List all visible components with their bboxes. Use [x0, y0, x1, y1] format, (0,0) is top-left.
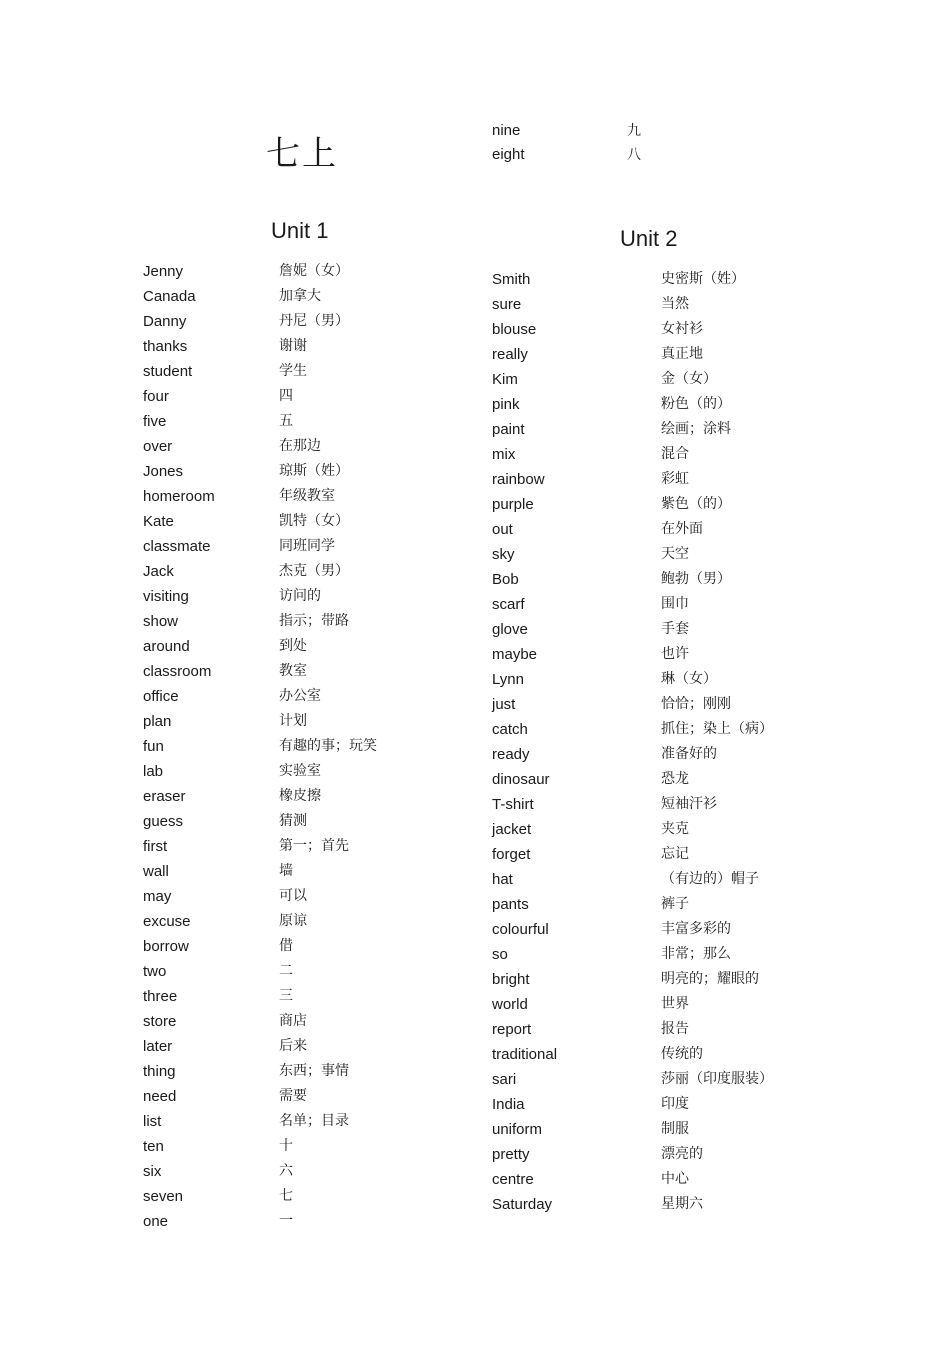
english-word: thing — [143, 1063, 176, 1080]
chinese-meaning: 在外面 — [661, 521, 703, 537]
chinese-meaning: 夹克 — [661, 821, 689, 837]
chinese-meaning: 混合 — [661, 446, 689, 462]
english-word: two — [143, 963, 167, 980]
english-word: seven — [143, 1188, 184, 1205]
english-word: list — [143, 1113, 162, 1130]
english-word: Saturday — [492, 1196, 553, 1213]
english-word: catch — [492, 721, 528, 738]
chinese-meaning: 一 — [279, 1213, 293, 1229]
chinese-meaning: 办公室 — [279, 688, 321, 704]
chinese-meaning: 同班同学 — [279, 538, 335, 554]
chinese-meaning: 四 — [279, 388, 293, 404]
chinese-meaning: 紫色（的） — [661, 496, 731, 512]
english-word: Jack — [143, 563, 174, 580]
chinese-meaning: 绘画；涂料 — [661, 421, 731, 437]
chinese-meaning: 七 — [279, 1188, 293, 1204]
chinese-meaning: 手套 — [661, 621, 689, 637]
english-word: fun — [143, 738, 164, 755]
page-title: 七上 — [266, 134, 338, 174]
chinese-meaning: 教室 — [279, 663, 307, 679]
english-word: guess — [143, 813, 184, 830]
english-word: pants — [492, 896, 529, 913]
english-word: Danny — [143, 313, 187, 330]
english-word: four — [143, 388, 169, 405]
english-word: student — [143, 363, 193, 380]
chinese-meaning: 九 — [627, 123, 641, 139]
chinese-meaning: 彩虹 — [661, 471, 689, 487]
english-word: uniform — [492, 1121, 543, 1138]
english-word: Jenny — [143, 263, 184, 280]
chinese-meaning: 墙 — [279, 863, 293, 879]
chinese-meaning: 原谅 — [279, 913, 307, 929]
english-word: may — [143, 888, 172, 905]
chinese-meaning: 莎丽（印度服装） — [661, 1071, 773, 1087]
chinese-meaning: 八 — [627, 147, 641, 163]
english-word: pretty — [492, 1146, 530, 1163]
english-word: store — [143, 1013, 177, 1030]
english-word: office — [143, 688, 179, 705]
chinese-meaning: 报告 — [661, 1021, 689, 1037]
english-word: borrow — [143, 938, 189, 955]
english-word: Bob — [492, 571, 519, 588]
english-word: excuse — [143, 913, 191, 930]
chinese-meaning: 五 — [279, 413, 293, 429]
chinese-meaning: 二 — [279, 963, 293, 979]
chinese-meaning: 史密斯（姓） — [661, 271, 745, 287]
english-word: later — [143, 1038, 173, 1055]
chinese-meaning: 猜测 — [279, 813, 307, 829]
english-word: colourful — [492, 921, 549, 938]
chinese-meaning: 学生 — [279, 363, 307, 379]
english-word: jacket — [492, 821, 532, 838]
english-word: need — [143, 1088, 177, 1105]
chinese-meaning: 中心 — [661, 1171, 689, 1187]
english-word: six — [143, 1163, 162, 1180]
chinese-meaning: 后来 — [279, 1038, 307, 1054]
english-word: homeroom — [143, 488, 215, 505]
english-word: purple — [492, 496, 534, 513]
english-word: lab — [143, 763, 164, 780]
english-word: classroom — [143, 663, 212, 680]
chinese-meaning: 围巾 — [661, 596, 689, 612]
chinese-meaning: 可以 — [279, 888, 307, 904]
chinese-meaning: 计划 — [279, 713, 307, 729]
english-word: Canada — [143, 288, 196, 305]
chinese-meaning: 星期六 — [661, 1196, 703, 1212]
chinese-meaning: 年级教室 — [279, 488, 335, 504]
unit2-heading: Unit 2 — [620, 226, 678, 251]
chinese-meaning: 粉色（的） — [661, 396, 731, 412]
english-word: sure — [492, 296, 522, 313]
chinese-meaning: 忘记 — [661, 846, 689, 862]
english-word: centre — [492, 1171, 534, 1188]
english-word: so — [492, 946, 508, 963]
chinese-meaning: 琼斯（姓） — [279, 463, 349, 479]
english-word: rainbow — [492, 471, 545, 488]
chinese-meaning: 抓住；染上（病） — [661, 721, 773, 737]
chinese-meaning: 凯特（女） — [279, 513, 349, 529]
english-word: thanks — [143, 338, 188, 355]
chinese-meaning: 三 — [279, 988, 293, 1004]
english-word: ready — [492, 746, 530, 763]
english-word: mix — [492, 446, 516, 463]
chinese-meaning: 指示；带路 — [279, 613, 349, 629]
english-word: blouse — [492, 321, 537, 338]
english-word: Smith — [492, 271, 531, 288]
english-word: Jones — [143, 463, 184, 480]
english-word: Lynn — [492, 671, 524, 688]
chinese-meaning: 实验室 — [279, 763, 321, 779]
chinese-meaning: 詹妮（女） — [279, 263, 349, 279]
english-word: really — [492, 346, 528, 363]
chinese-meaning: 明亮的；耀眼的 — [661, 971, 759, 987]
english-word: out — [492, 521, 513, 538]
chinese-meaning: 鲍勃（男） — [661, 571, 731, 587]
chinese-meaning: 杰克（男） — [279, 563, 349, 579]
english-word: paint — [492, 421, 525, 438]
chinese-meaning: 东西；事情 — [279, 1063, 349, 1079]
english-word: over — [143, 438, 173, 455]
chinese-meaning: 名单；目录 — [279, 1113, 349, 1129]
chinese-meaning: 丹尼（男） — [279, 313, 349, 329]
english-word: dinosaur — [492, 771, 550, 788]
english-word: around — [143, 638, 190, 655]
chinese-meaning: 世界 — [661, 996, 689, 1012]
english-word: India — [492, 1096, 525, 1113]
chinese-meaning: 恰恰；刚刚 — [661, 696, 731, 712]
chinese-meaning: 在那边 — [279, 438, 321, 454]
chinese-meaning: 当然 — [661, 296, 689, 312]
chinese-meaning: 第一；首先 — [279, 838, 349, 854]
english-word: wall — [143, 863, 169, 880]
english-word: glove — [492, 621, 528, 638]
english-word: scarf — [492, 596, 525, 613]
english-word: visiting — [143, 588, 189, 605]
chinese-meaning: 裤子 — [661, 896, 689, 912]
chinese-meaning: 印度 — [661, 1096, 689, 1112]
chinese-meaning: 金（女） — [661, 371, 717, 387]
chinese-meaning: 传统的 — [661, 1046, 703, 1062]
chinese-meaning: 短袖汗衫 — [661, 796, 717, 812]
english-word: ten — [143, 1138, 164, 1155]
english-word: sari — [492, 1071, 517, 1088]
chinese-meaning: 有趣的事；玩笑 — [279, 738, 377, 754]
english-word: show — [143, 613, 179, 630]
english-word: plan — [143, 713, 172, 730]
english-word: bright — [492, 971, 530, 988]
english-word: eraser — [143, 788, 186, 805]
english-word: forget — [492, 846, 531, 863]
english-word: maybe — [492, 646, 538, 663]
english-word: Kate — [143, 513, 174, 530]
chinese-meaning: 准备好的 — [661, 746, 717, 762]
english-word: eight — [492, 146, 525, 163]
english-word: traditional — [492, 1046, 558, 1063]
chinese-meaning: 真正地 — [661, 346, 703, 362]
english-word: world — [492, 996, 528, 1013]
english-word: one — [143, 1213, 169, 1230]
chinese-meaning: 谢谢 — [279, 338, 307, 354]
chinese-meaning: 也许 — [661, 646, 689, 662]
chinese-meaning: 恐龙 — [661, 771, 689, 787]
english-word: nine — [492, 122, 521, 139]
chinese-meaning: 天空 — [661, 546, 689, 562]
chinese-meaning: 需要 — [279, 1088, 307, 1104]
chinese-meaning: 女衬衫 — [661, 321, 703, 337]
english-word: report — [492, 1021, 532, 1038]
english-word: first — [143, 838, 168, 855]
chinese-meaning: 橡皮擦 — [279, 788, 321, 804]
chinese-meaning: 琳（女） — [661, 671, 717, 687]
chinese-meaning: 商店 — [279, 1013, 307, 1029]
english-word: sky — [492, 546, 515, 563]
chinese-meaning: 非常；那么 — [661, 946, 731, 962]
chinese-meaning: 十 — [279, 1138, 293, 1154]
english-word: hat — [492, 871, 513, 888]
english-word: pink — [492, 396, 520, 413]
chinese-meaning: 借 — [279, 938, 293, 954]
unit1-heading: Unit 1 — [271, 218, 329, 243]
chinese-meaning: 漂亮的 — [661, 1146, 703, 1162]
english-word: T-shirt — [492, 796, 534, 813]
chinese-meaning: 制服 — [661, 1121, 689, 1137]
chinese-meaning: 六 — [279, 1163, 293, 1179]
english-word: five — [143, 413, 167, 430]
english-word: Kim — [492, 371, 518, 388]
chinese-meaning: 丰富多彩的 — [661, 921, 731, 937]
chinese-meaning: 到处 — [279, 638, 307, 654]
english-word: three — [143, 988, 178, 1005]
english-word: just — [492, 696, 516, 713]
english-word: classmate — [143, 538, 211, 555]
chinese-meaning: 访问的 — [279, 588, 321, 604]
chinese-meaning: 加拿大 — [279, 288, 321, 304]
chinese-meaning: （有边的）帽子 — [661, 871, 759, 887]
